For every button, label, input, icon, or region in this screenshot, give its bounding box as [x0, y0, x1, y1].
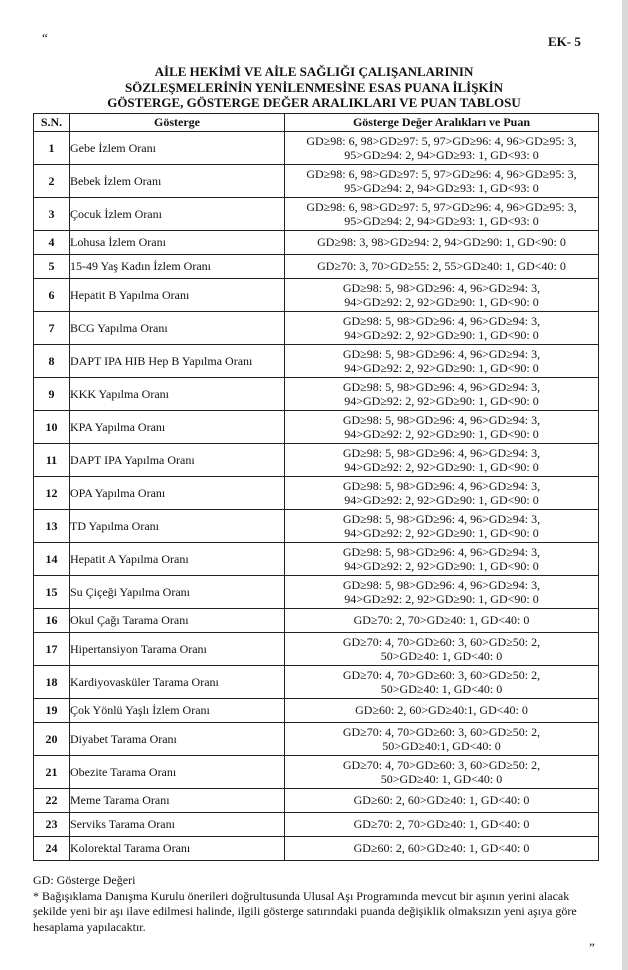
row-indicator: Obezite Tarama Oranı	[70, 756, 285, 789]
row-range	[285, 279, 599, 312]
row-sn: 9	[34, 378, 70, 411]
table-row	[34, 699, 599, 723]
row-sn: 21	[34, 756, 70, 789]
range-line: GD≥98: 6, 98>GD≥97: 5, 97>GD≥96: 4, 96>GD≥95: 3,	[306, 199, 577, 214]
row-indicator: TD Yapılma Oranı	[70, 510, 285, 543]
table-row	[34, 510, 599, 543]
range-line: 94>GD≥92: 2, 92>GD≥90: 1, GD<90: 0	[344, 328, 539, 342]
row-indicator: OPA Yapılma Oranı	[70, 477, 285, 510]
range-line: GD≥70: 4, 70>GD≥60: 3, 60>GD≥50: 2,	[342, 667, 541, 682]
table-row	[34, 345, 599, 378]
row-sn: 10	[34, 411, 70, 444]
header-range: Gösterge Değer Aralıkları ve Puan	[285, 114, 599, 132]
table-row	[34, 411, 599, 444]
range-line: 94>GD≥92: 2, 92>GD≥90: 1, GD<90: 0	[344, 592, 539, 606]
row-range	[285, 477, 599, 510]
title-line-3: GÖSTERGE, GÖSTERGE DEĞER ARALIKLARI VE PUAN TABLOSU	[107, 95, 521, 110]
row-range	[285, 165, 599, 198]
row-sn: 13	[34, 510, 70, 543]
row-sn: 8	[34, 345, 70, 378]
range-line: GD≥98: 5, 98>GD≥96: 4, 96>GD≥94: 3,	[342, 478, 541, 493]
table-row	[34, 132, 599, 165]
header-sn: S.N.	[34, 114, 70, 132]
range-line: GD≥98: 5, 98>GD≥96: 4, 96>GD≥94: 3,	[342, 412, 541, 427]
row-range	[285, 609, 599, 633]
table-row	[34, 165, 599, 198]
range-line: 94>GD≥92: 2, 92>GD≥90: 1, GD<90: 0	[344, 295, 539, 309]
range-line: GD≥98: 5, 98>GD≥96: 4, 96>GD≥94: 3,	[342, 577, 541, 592]
range-line: 95>GD≥94: 2, 94>GD≥93: 1, GD<93: 0	[344, 214, 539, 228]
row-range	[285, 411, 599, 444]
table-body	[34, 132, 599, 861]
table-row	[34, 543, 599, 576]
range-line: 94>GD≥92: 2, 92>GD≥90: 1, GD<90: 0	[344, 493, 539, 507]
table-header-row	[34, 114, 599, 132]
footnote: * Bağışıklama Danışma Kurulu önerileri doğrultusunda Ulusal Aşı Programında mevcut bir aşının yerini alacak şekilde yeni bir aşı ilave edilmesi halinde, ilgili gösterge satırındaki puanda değişiklik olmaksızın yeni aşıya göre hesaplama yapılacaktır.	[33, 888, 577, 934]
row-indicator: KPA Yapılma Oranı	[70, 411, 285, 444]
row-sn: 24	[34, 837, 70, 861]
page-edge-shadow	[622, 0, 628, 970]
header-indicator: Gösterge	[70, 114, 285, 132]
row-range	[285, 543, 599, 576]
table-row	[34, 723, 599, 756]
row-range	[285, 666, 599, 699]
row-indicator: Çok Yönlü Yaşlı İzlem Oranı	[70, 699, 285, 723]
title-line-2: SÖZLEŞMELERİNİN YENİLENMESİNE ESAS PUANA İLİŞKİN	[124, 79, 504, 95]
range-line: GD≥98: 5, 98>GD≥96: 4, 96>GD≥94: 3,	[342, 280, 541, 295]
row-sn: 11	[34, 444, 70, 477]
row-range	[285, 789, 599, 813]
row-sn: 3	[34, 198, 70, 231]
row-indicator: Hepatit A Yapılma Oranı	[70, 543, 285, 576]
range-line: 50>GD≥40: 1, GD<40: 0	[380, 649, 503, 663]
range-line: 94>GD≥92: 2, 92>GD≥90: 1, GD<90: 0	[344, 559, 539, 573]
range-line: 50>GD≥40: 1, GD<40: 0	[380, 682, 503, 696]
range-line: GD≥98: 5, 98>GD≥96: 4, 96>GD≥94: 3,	[342, 511, 541, 526]
row-range	[285, 576, 599, 609]
row-sn: 4	[34, 231, 70, 255]
table-row	[34, 813, 599, 837]
row-range	[285, 723, 599, 756]
row-indicator: KKK Yapılma Oranı	[70, 378, 285, 411]
range-line: 95>GD≥94: 2, 94>GD≥93: 1, GD<93: 0	[344, 181, 539, 195]
range-line: GD≥98: 5, 98>GD≥96: 4, 96>GD≥94: 3,	[342, 313, 541, 328]
row-sn: 20	[34, 723, 70, 756]
row-sn: 22	[34, 789, 70, 813]
range-line: 94>GD≥92: 2, 92>GD≥90: 1, GD<90: 0	[344, 460, 539, 474]
opening-quote: “	[42, 30, 48, 45]
row-range	[285, 837, 599, 861]
row-indicator: Bebek İzlem Oranı	[70, 165, 285, 198]
row-range	[285, 813, 599, 837]
row-indicator: Diyabet Tarama Oranı	[70, 723, 285, 756]
row-range	[285, 444, 599, 477]
row-range	[285, 633, 599, 666]
row-indicator: Hepatit B Yapılma Oranı	[70, 279, 285, 312]
range-line: GD≥98: 3, 98>GD≥94: 2, 94>GD≥90: 1, GD<90: 0	[317, 235, 566, 250]
closing-quote: ”	[589, 940, 595, 955]
row-range	[285, 312, 599, 345]
row-range	[285, 756, 599, 789]
range-line: GD≥70: 4, 70>GD≥60: 3, 60>GD≥50: 2,	[342, 757, 541, 772]
row-sn: 17	[34, 633, 70, 666]
title-line-1: AİLE HEKİMİ VE AİLE SAĞLIĞI ÇALIŞANLARININ	[154, 64, 474, 79]
row-sn: 7	[34, 312, 70, 345]
row-sn: 23	[34, 813, 70, 837]
row-indicator: Okul Çağı Tarama Oranı	[70, 609, 285, 633]
row-range	[285, 345, 599, 378]
row-range	[285, 132, 599, 165]
table-row	[34, 312, 599, 345]
range-line: GD≥60: 2, 60>GD≥40:1, GD<40: 0	[355, 703, 528, 718]
range-line: GD≥98: 5, 98>GD≥96: 4, 96>GD≥94: 3,	[342, 379, 541, 394]
row-sn: 16	[34, 609, 70, 633]
indicator-table	[33, 113, 599, 861]
range-line: 50>GD≥40: 1, GD<40: 0	[380, 772, 503, 786]
row-sn: 14	[34, 543, 70, 576]
row-range	[285, 255, 599, 279]
range-line: GD≥70: 4, 70>GD≥60: 3, 60>GD≥50: 2,	[342, 634, 541, 649]
row-range	[285, 378, 599, 411]
row-indicator: Lohusa İzlem Oranı	[70, 231, 285, 255]
row-indicator: Serviks Tarama Oranı	[70, 813, 285, 837]
range-line: GD≥60: 2, 60>GD≥40: 1, GD<40: 0	[353, 841, 530, 856]
table-row	[34, 444, 599, 477]
table-row	[34, 609, 599, 633]
row-indicator: Hipertansiyon Tarama Oranı	[70, 633, 285, 666]
range-line: GD≥98: 5, 98>GD≥96: 4, 96>GD≥94: 3,	[342, 445, 541, 460]
row-indicator: DAPT IPA Yapılma Oranı	[70, 444, 285, 477]
range-line: 94>GD≥92: 2, 92>GD≥90: 1, GD<90: 0	[344, 427, 539, 441]
range-line: 95>GD≥94: 2, 94>GD≥93: 1, GD<93: 0	[344, 148, 539, 162]
row-indicator: BCG Yapılma Oranı	[70, 312, 285, 345]
document-title	[40, 64, 588, 111]
table-row	[34, 255, 599, 279]
row-indicator: Çocuk İzlem Oranı	[70, 198, 285, 231]
row-sn: 18	[34, 666, 70, 699]
table-row	[34, 633, 599, 666]
range-line: GD≥70: 3, 70>GD≥55: 2, 55>GD≥40: 1, GD<40: 0	[317, 259, 566, 274]
row-sn: 12	[34, 477, 70, 510]
table-row	[34, 789, 599, 813]
row-range	[285, 231, 599, 255]
range-line: GD≥98: 5, 98>GD≥96: 4, 96>GD≥94: 3,	[342, 346, 541, 361]
row-indicator: 15-49 Yaş Kadın İzlem Oranı	[70, 255, 285, 279]
row-range	[285, 198, 599, 231]
row-indicator: Kardiyovasküler Tarama Oranı	[70, 666, 285, 699]
range-line: GD≥70: 4, 70>GD≥60: 3, 60>GD≥50: 2,	[342, 724, 541, 739]
gd-legend: GD: Gösterge Değeri	[33, 873, 136, 887]
range-line: GD≥70: 2, 70>GD≥40: 1, GD<40: 0	[353, 613, 530, 628]
range-line: 94>GD≥92: 2, 92>GD≥90: 1, GD<90: 0	[344, 361, 539, 375]
row-indicator: Meme Tarama Oranı	[70, 789, 285, 813]
range-line: 94>GD≥92: 2, 92>GD≥90: 1, GD<90: 0	[344, 394, 539, 408]
row-sn: 6	[34, 279, 70, 312]
notes	[33, 873, 603, 935]
table-row	[34, 837, 599, 861]
table-row	[34, 231, 599, 255]
table-row	[34, 477, 599, 510]
range-line: GD≥98: 5, 98>GD≥96: 4, 96>GD≥94: 3,	[342, 544, 541, 559]
range-line: GD≥70: 2, 70>GD≥40: 1, GD<40: 0	[353, 817, 530, 832]
table-row	[34, 198, 599, 231]
table-row	[34, 756, 599, 789]
row-indicator: Su Çiçeği Yapılma Oranı	[70, 576, 285, 609]
table-row	[34, 666, 599, 699]
range-line: 94>GD≥92: 2, 92>GD≥90: 1, GD<90: 0	[344, 526, 539, 540]
table-row	[34, 576, 599, 609]
row-sn: 1	[34, 132, 70, 165]
range-line: 50>GD≥40:1, GD<40: 0	[382, 739, 501, 753]
range-line: GD≥98: 6, 98>GD≥97: 5, 97>GD≥96: 4, 96>GD≥95: 3,	[306, 166, 577, 181]
table-row	[34, 279, 599, 312]
annex-label: EK- 5	[548, 34, 581, 49]
row-indicator: DAPT IPA HIB Hep B Yapılma Oranı	[70, 345, 285, 378]
table-row	[34, 378, 599, 411]
row-sn: 19	[34, 699, 70, 723]
row-range	[285, 510, 599, 543]
row-sn: 5	[34, 255, 70, 279]
range-line: GD≥60: 2, 60>GD≥40: 1, GD<40: 0	[353, 793, 530, 808]
row-sn: 2	[34, 165, 70, 198]
row-indicator: Gebe İzlem Oranı	[70, 132, 285, 165]
range-line: GD≥98: 6, 98>GD≥97: 5, 97>GD≥96: 4, 96>GD≥95: 3,	[306, 133, 577, 148]
row-sn: 15	[34, 576, 70, 609]
row-indicator: Kolorektal Tarama Oranı	[70, 837, 285, 861]
row-range	[285, 699, 599, 723]
